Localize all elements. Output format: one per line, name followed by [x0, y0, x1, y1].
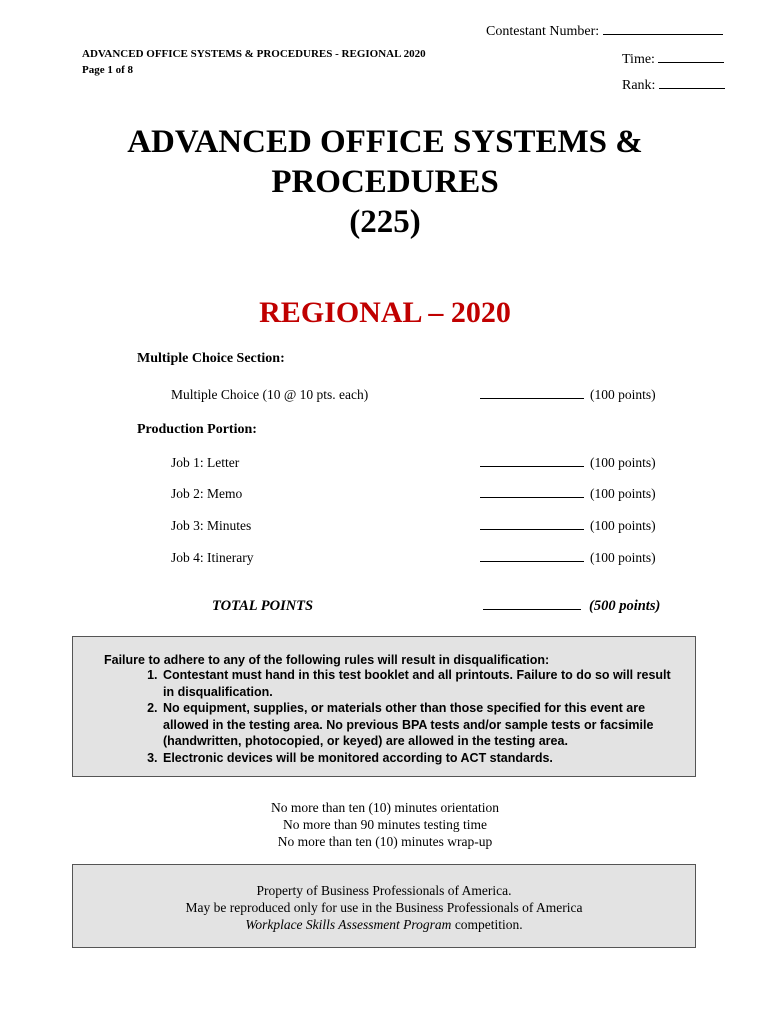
disqualification-rules-box	[72, 636, 696, 777]
job-4-label: Job 4: Itinerary	[171, 550, 254, 565]
mc-points: (100 points)	[590, 387, 656, 402]
total-score-row	[483, 598, 660, 615]
regional-heading: REGIONAL – 2020	[259, 296, 511, 329]
job-2-label: Job 2: Memo	[171, 486, 243, 501]
title-line-3: (225)	[349, 204, 421, 240]
mc-section-heading: Multiple Choice Section:	[137, 351, 285, 366]
contestant-number-blank[interactable]	[603, 22, 723, 35]
property-notice-box	[72, 864, 696, 948]
event-line: ADVANCED OFFICE SYSTEMS & PROCEDURES - REGIONAL 2020	[82, 48, 426, 60]
contestant-number-label: Contestant Number:	[486, 24, 600, 39]
rule-item: 3. Electronic devices will be monitored according to ACT standards.	[161, 750, 681, 767]
total-points-label: TOTAL POINTS	[212, 598, 314, 614]
job-4-score-row	[480, 550, 656, 566]
job-2-points: (100 points)	[590, 486, 656, 501]
time-blank[interactable]	[658, 50, 724, 63]
total-points: (500 points)	[589, 598, 661, 614]
job-3-score-blank[interactable]	[480, 518, 584, 530]
property-line-2: May be reproduced only for use in the Business Professionals of America	[185, 900, 583, 915]
property-line-1: Property of Business Professionals of America.	[256, 883, 512, 898]
job-3-score-row	[480, 518, 656, 534]
time-limit-line: No more than ten (10) minutes orientation	[271, 800, 499, 815]
job-3-points: (100 points)	[590, 518, 656, 533]
rank-label: Rank:	[622, 78, 656, 93]
rank-field	[622, 76, 725, 94]
job-3-label: Job 3: Minutes	[171, 518, 252, 533]
job-4-points: (100 points)	[590, 550, 656, 565]
total-score-blank[interactable]	[483, 598, 581, 610]
contestant-number-field	[486, 22, 723, 40]
rules-intro: Failure to adhere to any of the following rules will result in disqualification:	[104, 653, 550, 667]
job-4-score-blank[interactable]	[480, 550, 584, 562]
mc-score-blank[interactable]	[480, 387, 584, 399]
rule-item: 1. Contestant must hand in this test booklet and all printouts. Failure to do so will result in disqualification.	[161, 667, 681, 700]
mc-score-row	[480, 387, 656, 403]
property-line-3	[73, 916, 695, 933]
rule-item: 2. No equipment, supplies, or materials other than those specified for this event are allowed in the testing area. No previous BPA tests and/or sample tests or facsimile (handwritten, photocopied, or keyed) are allowed in the testing area.	[161, 700, 681, 750]
rank-blank[interactable]	[659, 76, 725, 89]
program-name: Workplace Skills Assessment Program	[245, 917, 452, 932]
job-1-score-blank[interactable]	[480, 455, 584, 467]
rules-list	[111, 667, 681, 766]
page-header	[82, 46, 426, 78]
time-limit-line: No more than 90 minutes testing time	[283, 817, 487, 832]
production-heading: Production Portion:	[137, 422, 257, 437]
time-field	[622, 50, 724, 68]
job-2-score-blank[interactable]	[480, 486, 584, 498]
document-title	[0, 122, 770, 242]
page-number: Page 1 of 8	[82, 64, 134, 76]
title-line-1: ADVANCED OFFICE SYSTEMS &	[127, 124, 643, 160]
mc-item-label: Multiple Choice (10 @ 10 pts. each)	[171, 387, 369, 402]
job-1-label: Job 1: Letter	[171, 455, 240, 470]
job-1-points: (100 points)	[590, 455, 656, 470]
job-1-score-row	[480, 455, 656, 471]
title-line-2: PROCEDURES	[271, 164, 499, 200]
time-limit-line: No more than ten (10) minutes wrap-up	[277, 834, 493, 849]
job-2-score-row	[480, 486, 656, 502]
time-label: Time:	[622, 52, 655, 67]
property-line-3-rest: competition.	[451, 917, 523, 932]
time-limits	[0, 799, 770, 850]
